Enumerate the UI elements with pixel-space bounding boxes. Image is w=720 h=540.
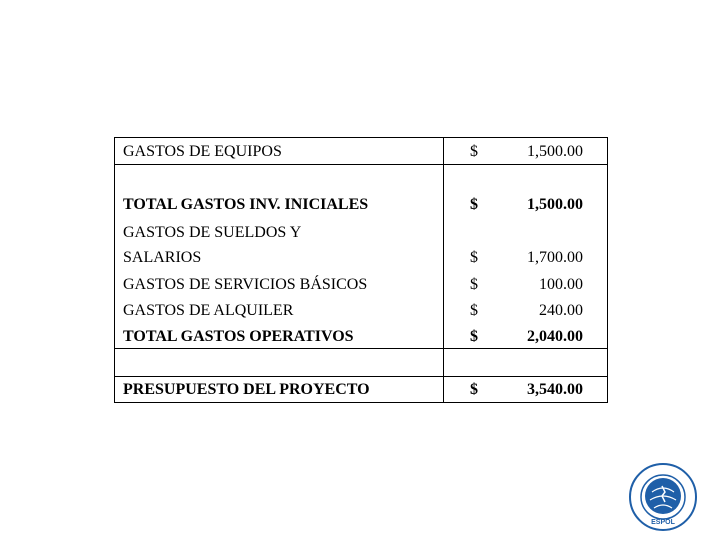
row-amount: 3,540.00 xyxy=(527,381,583,398)
table-row xyxy=(115,139,607,165)
currency-symbol: $ xyxy=(470,143,478,160)
currency-symbol: $ xyxy=(470,328,478,345)
table-row xyxy=(115,220,607,246)
row-amount: 1,500.00 xyxy=(527,143,583,160)
table-row xyxy=(115,377,607,403)
row-label: GASTOS DE EQUIPOS xyxy=(123,143,282,160)
currency-symbol: $ xyxy=(470,381,478,398)
row-label: GASTOS DE SUELDOS Y xyxy=(123,224,302,241)
row-label: TOTAL GASTOS INV. INICIALES xyxy=(123,196,369,213)
budget-table xyxy=(114,137,608,403)
currency-symbol: $ xyxy=(470,276,478,293)
table-row xyxy=(115,192,607,218)
row-label: SALARIOS xyxy=(123,249,202,266)
row-label: PRESUPUESTO DEL PROYECTO xyxy=(123,381,370,398)
row-amount: 100.00 xyxy=(539,276,583,293)
currency-symbol: $ xyxy=(470,196,478,213)
table-row xyxy=(115,324,607,350)
currency-symbol: $ xyxy=(470,249,478,266)
row-label: GASTOS DE ALQUILER xyxy=(123,302,294,319)
table-row xyxy=(115,272,607,298)
seal-text: ESPOL xyxy=(651,519,675,526)
row-label: GASTOS DE SERVICIOS BÁSICOS xyxy=(123,276,368,293)
espol-seal-logo xyxy=(628,462,698,532)
row-amount: 1,500.00 xyxy=(527,196,583,213)
currency-symbol: $ xyxy=(470,302,478,319)
row-label: TOTAL GASTOS OPERATIVOS xyxy=(123,328,354,345)
table-row xyxy=(115,245,607,271)
table-row xyxy=(115,298,607,324)
row-amount: 1,700.00 xyxy=(527,249,583,266)
row-amount: 2,040.00 xyxy=(527,328,583,345)
row-amount: 240.00 xyxy=(539,302,583,319)
